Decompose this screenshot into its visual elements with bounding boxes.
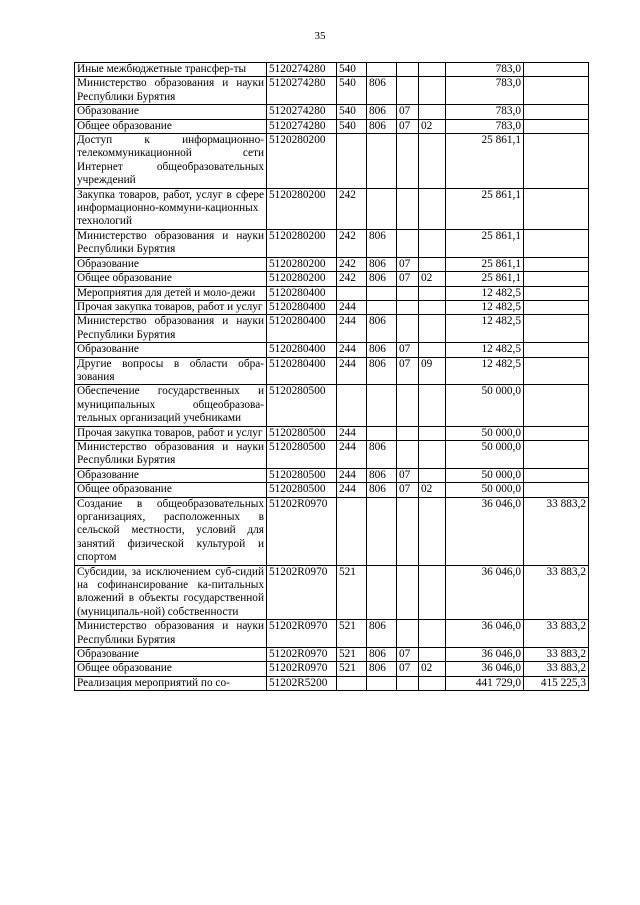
cell-ministry: 806: [367, 257, 397, 271]
cell-ministry: 806: [367, 648, 397, 662]
cell-subsection: [419, 468, 446, 482]
cell-subsection: [419, 229, 446, 257]
table-row: [75, 63, 589, 77]
table-row: [75, 385, 589, 426]
cell-target-article: 5120280200: [267, 134, 337, 189]
table-row: [75, 662, 589, 676]
cell-sum-2: [524, 257, 589, 271]
cell-subsection: [419, 648, 446, 662]
cell-target-article: 51202R0970: [267, 497, 337, 565]
cell-ministry: 806: [367, 315, 397, 343]
cell-ministry: [367, 565, 397, 620]
cell-ministry: 806: [367, 468, 397, 482]
cell-subsection: [419, 300, 446, 314]
cell-expense-type: 540: [337, 105, 367, 119]
cell-name: Создание в общеобразовательных организациях, расположенных в сельской местности, условий для занятий физической культурой и спортом: [75, 497, 267, 565]
cell-ministry: [367, 676, 397, 690]
cell-subsection: [419, 385, 446, 426]
cell-expense-type: 540: [337, 119, 367, 133]
cell-section: 07: [397, 357, 419, 385]
cell-name: Общее образование: [75, 662, 267, 676]
cell-target-article: 5120280200: [267, 272, 337, 286]
cell-sum-1: 12 482,5: [446, 357, 524, 385]
cell-name: Министерство образования и науки Республики Бурятия: [75, 77, 267, 105]
cell-sum-2: [524, 385, 589, 426]
cell-sum-2: [524, 315, 589, 343]
cell-expense-type: 540: [337, 77, 367, 105]
cell-expense-type: 521: [337, 662, 367, 676]
cell-sum-1: 441 729,0: [446, 676, 524, 690]
cell-name: Доступ к информационно-телекоммуникационной сети Интернет общеобразовательных учреждений: [75, 134, 267, 189]
cell-name: Образование: [75, 648, 267, 662]
cell-subsection: [419, 257, 446, 271]
cell-name: Министерство образования и науки Республики Бурятия: [75, 620, 267, 648]
cell-target-article: 5120280500: [267, 468, 337, 482]
cell-ministry: [367, 134, 397, 189]
cell-target-article: 51202R0970: [267, 565, 337, 620]
cell-ministry: [367, 497, 397, 565]
cell-sum-2: 33 883,2: [524, 648, 589, 662]
cell-ministry: 806: [367, 483, 397, 497]
cell-target-article: 5120280400: [267, 300, 337, 314]
cell-name: Реализация мероприятий по со-: [75, 676, 267, 690]
cell-sum-1: 36 046,0: [446, 497, 524, 565]
cell-sum-1: 50 000,0: [446, 483, 524, 497]
budget-table: [74, 62, 589, 691]
cell-expense-type: 244: [337, 300, 367, 314]
cell-expense-type: 244: [337, 468, 367, 482]
cell-expense-type: [337, 497, 367, 565]
cell-target-article: 5120280500: [267, 385, 337, 426]
cell-subsection: 02: [419, 483, 446, 497]
cell-target-article: 5120280400: [267, 357, 337, 385]
cell-name: Образование: [75, 105, 267, 119]
cell-section: 07: [397, 105, 419, 119]
cell-subsection: 02: [419, 272, 446, 286]
cell-expense-type: 242: [337, 257, 367, 271]
cell-expense-type: 244: [337, 483, 367, 497]
cell-section: [397, 229, 419, 257]
cell-sum-2: 415 225,3: [524, 676, 589, 690]
table-row: [75, 105, 589, 119]
budget-table-body: [75, 63, 589, 691]
cell-sum-2: 33 883,2: [524, 620, 589, 648]
cell-sum-2: [524, 300, 589, 314]
cell-expense-type: 244: [337, 357, 367, 385]
cell-sum-2: [524, 229, 589, 257]
cell-expense-type: 244: [337, 426, 367, 440]
cell-subsection: [419, 676, 446, 690]
table-row: [75, 272, 589, 286]
cell-sum-1: 50 000,0: [446, 385, 524, 426]
table-row: [75, 497, 589, 565]
cell-sum-1: 783,0: [446, 105, 524, 119]
cell-subsection: [419, 440, 446, 468]
table-row: [75, 565, 589, 620]
cell-sum-1: 783,0: [446, 119, 524, 133]
cell-sum-2: [524, 426, 589, 440]
cell-name: Прочая закупка товаров, работ и услуг: [75, 300, 267, 314]
table-row: [75, 648, 589, 662]
cell-ministry: 806: [367, 272, 397, 286]
cell-section: [397, 188, 419, 229]
cell-sum-1: 12 482,5: [446, 315, 524, 343]
table-row: [75, 343, 589, 357]
cell-ministry: 806: [367, 620, 397, 648]
cell-section: [397, 300, 419, 314]
table-row: [75, 286, 589, 300]
cell-section: 07: [397, 648, 419, 662]
cell-name: Министерство образования и науки Республики Бурятия: [75, 229, 267, 257]
cell-expense-type: 521: [337, 648, 367, 662]
cell-expense-type: 244: [337, 315, 367, 343]
cell-expense-type: 242: [337, 229, 367, 257]
cell-section: [397, 63, 419, 77]
cell-sum-2: [524, 134, 589, 189]
cell-sum-1: 783,0: [446, 63, 524, 77]
cell-expense-type: 242: [337, 188, 367, 229]
cell-expense-type: 242: [337, 272, 367, 286]
cell-target-article: 5120280200: [267, 188, 337, 229]
cell-section: [397, 385, 419, 426]
cell-expense-type: 521: [337, 565, 367, 620]
cell-name: Закупка товаров, работ, услуг в сфере информационно-коммуни-кационных технологий: [75, 188, 267, 229]
cell-section: 07: [397, 272, 419, 286]
cell-sum-2: 33 883,2: [524, 497, 589, 565]
cell-name: Общее образование: [75, 119, 267, 133]
cell-section: [397, 286, 419, 300]
cell-name: Министерство образования и науки Республики Бурятия: [75, 440, 267, 468]
cell-subsection: [419, 497, 446, 565]
cell-name: Образование: [75, 468, 267, 482]
cell-ministry: 806: [367, 440, 397, 468]
cell-name: Министерство образования и науки Республики Бурятия: [75, 315, 267, 343]
cell-section: 07: [397, 468, 419, 482]
cell-sum-1: 50 000,0: [446, 468, 524, 482]
cell-expense-type: [337, 286, 367, 300]
cell-target-article: 5120274280: [267, 105, 337, 119]
cell-sum-2: [524, 286, 589, 300]
cell-expense-type: [337, 134, 367, 189]
cell-target-article: 5120280400: [267, 315, 337, 343]
cell-target-article: 51202R0970: [267, 662, 337, 676]
cell-sum-1: 36 046,0: [446, 662, 524, 676]
cell-sum-1: 25 861,1: [446, 188, 524, 229]
table-row: [75, 315, 589, 343]
cell-sum-1: 25 861,1: [446, 134, 524, 189]
cell-sum-1: 50 000,0: [446, 440, 524, 468]
cell-sum-1: 36 046,0: [446, 648, 524, 662]
cell-expense-type: [337, 385, 367, 426]
cell-ministry: [367, 188, 397, 229]
cell-target-article: 51202R0970: [267, 620, 337, 648]
cell-subsection: 09: [419, 357, 446, 385]
cell-sum-1: 25 861,1: [446, 229, 524, 257]
cell-sum-2: [524, 105, 589, 119]
cell-sum-2: 33 883,2: [524, 662, 589, 676]
cell-name: Образование: [75, 343, 267, 357]
table-row: [75, 77, 589, 105]
page-number: 35: [314, 30, 326, 42]
table-row: [75, 134, 589, 189]
cell-target-article: 5120274280: [267, 77, 337, 105]
cell-expense-type: [337, 676, 367, 690]
cell-target-article: 51202R0970: [267, 648, 337, 662]
cell-sum-2: [524, 468, 589, 482]
cell-sum-2: [524, 440, 589, 468]
cell-name: Общее образование: [75, 272, 267, 286]
cell-sum-2: [524, 77, 589, 105]
cell-section: [397, 315, 419, 343]
cell-subsection: [419, 315, 446, 343]
cell-sum-2: [524, 63, 589, 77]
cell-subsection: [419, 63, 446, 77]
table-row: [75, 676, 589, 690]
table-row: [75, 188, 589, 229]
cell-sum-1: 36 046,0: [446, 565, 524, 620]
cell-sum-1: 50 000,0: [446, 426, 524, 440]
cell-ministry: 806: [367, 343, 397, 357]
cell-sum-2: [524, 119, 589, 133]
cell-name: Образование: [75, 257, 267, 271]
table-row: [75, 119, 589, 133]
cell-name: Общее образование: [75, 483, 267, 497]
cell-section: 07: [397, 119, 419, 133]
cell-sum-2: 33 883,2: [524, 565, 589, 620]
cell-section: [397, 676, 419, 690]
cell-ministry: 806: [367, 662, 397, 676]
table-row: [75, 300, 589, 314]
cell-target-article: 5120280500: [267, 483, 337, 497]
cell-sum-2: [524, 357, 589, 385]
cell-expense-type: 244: [337, 343, 367, 357]
cell-subsection: [419, 105, 446, 119]
cell-section: [397, 497, 419, 565]
cell-ministry: [367, 300, 397, 314]
cell-target-article: 5120280200: [267, 257, 337, 271]
cell-target-article: 5120280400: [267, 343, 337, 357]
cell-subsection: [419, 620, 446, 648]
cell-expense-type: 521: [337, 620, 367, 648]
cell-sum-1: 12 482,5: [446, 343, 524, 357]
cell-target-article: 5120280500: [267, 426, 337, 440]
cell-section: [397, 620, 419, 648]
table-row: [75, 483, 589, 497]
cell-section: [397, 565, 419, 620]
cell-subsection: [419, 188, 446, 229]
cell-ministry: 806: [367, 357, 397, 385]
cell-target-article: 5120280200: [267, 229, 337, 257]
cell-expense-type: 540: [337, 63, 367, 77]
cell-sum-1: 25 861,1: [446, 272, 524, 286]
cell-section: 07: [397, 257, 419, 271]
cell-target-article: 5120274280: [267, 119, 337, 133]
cell-section: [397, 426, 419, 440]
cell-section: 07: [397, 483, 419, 497]
cell-section: 07: [397, 662, 419, 676]
cell-subsection: [419, 77, 446, 105]
table-row: [75, 620, 589, 648]
cell-section: [397, 77, 419, 105]
cell-sum-1: 25 861,1: [446, 257, 524, 271]
cell-ministry: 806: [367, 105, 397, 119]
cell-section: [397, 134, 419, 189]
cell-subsection: [419, 426, 446, 440]
table-row: [75, 440, 589, 468]
cell-subsection: [419, 286, 446, 300]
table-row: [75, 357, 589, 385]
cell-sum-2: [524, 343, 589, 357]
cell-ministry: 806: [367, 229, 397, 257]
cell-section: 07: [397, 343, 419, 357]
cell-ministry: 806: [367, 77, 397, 105]
cell-target-article: 5120274280: [267, 63, 337, 77]
cell-target-article: 5120280400: [267, 286, 337, 300]
cell-expense-type: 244: [337, 440, 367, 468]
cell-ministry: [367, 63, 397, 77]
cell-name: Мероприятия для детей и моло-дежи: [75, 286, 267, 300]
cell-name: Иные межбюджетные трансфер-ты: [75, 63, 267, 77]
cell-sum-2: [524, 272, 589, 286]
cell-sum-1: 783,0: [446, 77, 524, 105]
cell-name: Прочая закупка товаров, работ и услуг: [75, 426, 267, 440]
cell-ministry: [367, 385, 397, 426]
cell-subsection: 02: [419, 662, 446, 676]
table-row: [75, 468, 589, 482]
cell-sum-1: 36 046,0: [446, 620, 524, 648]
cell-sum-2: [524, 188, 589, 229]
cell-name: Субсидии, за исключением суб-сидий на софинансирование ка-питальных вложений в объекты государственной (муниципаль-ной) собственности: [75, 565, 267, 620]
cell-name: Другие вопросы в области обра-зования: [75, 357, 267, 385]
cell-ministry: 806: [367, 119, 397, 133]
table-row: [75, 257, 589, 271]
cell-ministry: [367, 426, 397, 440]
cell-subsection: [419, 343, 446, 357]
cell-name: Обеспечение государственных и муниципальных общеобразова-тельных организаций учебниками: [75, 385, 267, 426]
table-row: [75, 229, 589, 257]
cell-sum-2: [524, 483, 589, 497]
cell-sum-1: 12 482,5: [446, 286, 524, 300]
table-row: [75, 426, 589, 440]
cell-target-article: 5120280500: [267, 440, 337, 468]
cell-subsection: [419, 134, 446, 189]
cell-section: [397, 440, 419, 468]
cell-sum-1: 12 482,5: [446, 300, 524, 314]
cell-target-article: 51202R5200: [267, 676, 337, 690]
cell-subsection: [419, 565, 446, 620]
cell-ministry: [367, 286, 397, 300]
cell-subsection: 02: [419, 119, 446, 133]
